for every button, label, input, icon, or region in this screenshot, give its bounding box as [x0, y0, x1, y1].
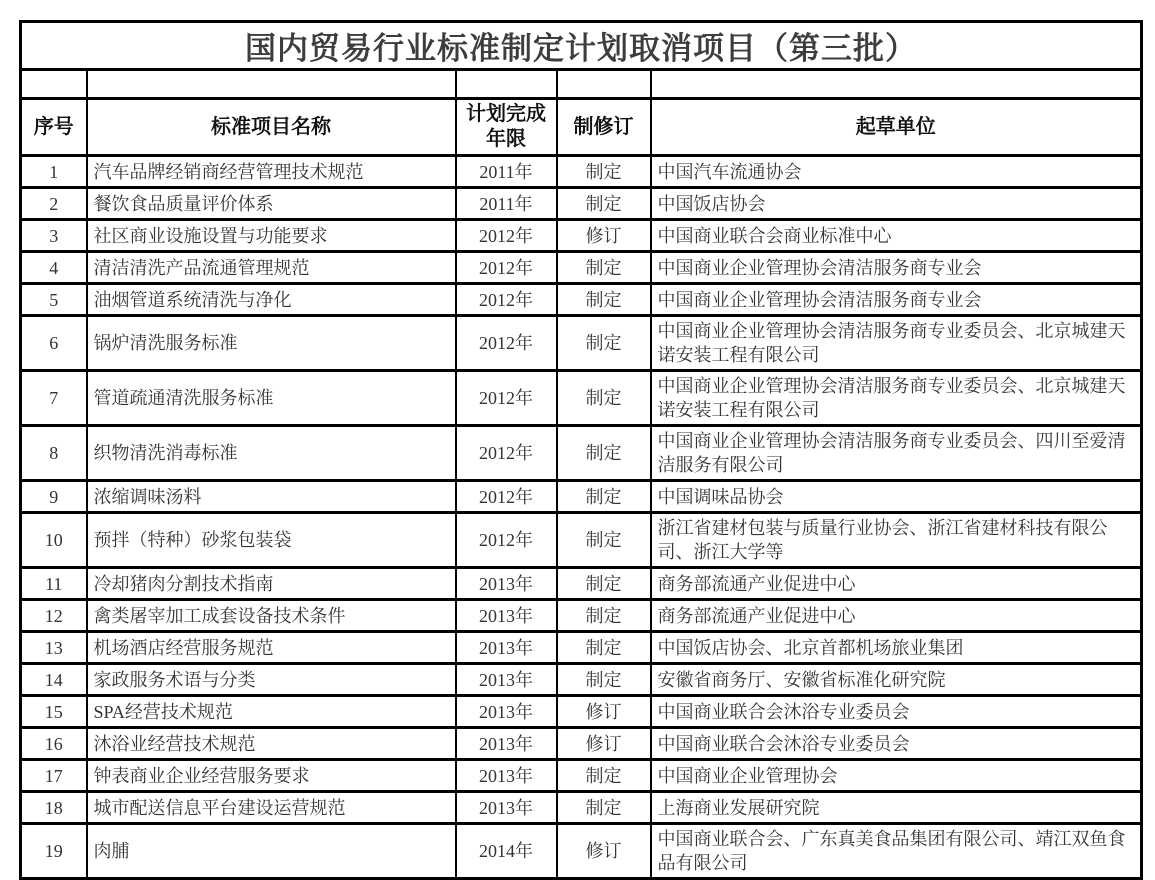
cell-index: 15: [21, 696, 87, 728]
cell-year: 2012年: [456, 426, 557, 481]
table-row: [21, 316, 1142, 371]
cell-type: 修订: [557, 220, 651, 252]
cell-unit: 中国商业企业管理协会清洁服务商专业委员会、北京城建天诺安装工程有限公司: [651, 371, 1142, 426]
cell-unit: 中国商业联合会、广东真美食品集团有限公司、靖江双鱼食品有限公司: [651, 824, 1142, 879]
table-row: [21, 284, 1142, 316]
cell-name: 冷却猪肉分割技术指南: [87, 568, 456, 600]
cell-unit: 安徽省商务厅、安徽省标准化研究院: [651, 664, 1142, 696]
cell-name: 城市配送信息平台建设运营规范: [87, 792, 456, 824]
cell-year: 2012年: [456, 220, 557, 252]
cell-year: 2012年: [456, 284, 557, 316]
cell-unit: 商务部流通产业促进中心: [651, 568, 1142, 600]
cell-type: 制定: [557, 664, 651, 696]
cell-index: 2: [21, 188, 87, 220]
cell-year: 2013年: [456, 568, 557, 600]
cell-unit: 中国商业企业管理协会清洁服务商专业委员会、北京城建天诺安装工程有限公司: [651, 316, 1142, 371]
cell-unit: 中国调味品协会: [651, 481, 1142, 513]
table-row: [21, 600, 1142, 632]
column-header-name: 标准项目名称: [87, 99, 456, 156]
cell-name: 预拌（特种）砂浆包装袋: [87, 513, 456, 568]
column-header-unit: 起草单位: [651, 99, 1142, 156]
cell-type: 制定: [557, 481, 651, 513]
table-row: [21, 728, 1142, 760]
column-header-index: 序号: [21, 99, 87, 156]
cell-name: 管道疏通清洗服务标准: [87, 371, 456, 426]
cell-index: 11: [21, 568, 87, 600]
cell-unit: 中国商业联合会商业标准中心: [651, 220, 1142, 252]
cell-unit: 中国饭店协会、北京首都机场旅业集团: [651, 632, 1142, 664]
spacer-cell: [456, 70, 557, 99]
table-row: [21, 188, 1142, 220]
table-row: [21, 824, 1142, 879]
cell-type: 制定: [557, 513, 651, 568]
cell-name: 肉脯: [87, 824, 456, 879]
cell-name: 钟表商业企业经营服务要求: [87, 760, 456, 792]
cell-type: 制定: [557, 316, 651, 371]
cell-type: 制定: [557, 371, 651, 426]
cell-year: 2013年: [456, 728, 557, 760]
cell-unit: 中国商业企业管理协会清洁服务商专业委员会、四川至爱清洁服务有限公司: [651, 426, 1142, 481]
cell-index: 16: [21, 728, 87, 760]
cell-year: 2013年: [456, 600, 557, 632]
column-header-type: 制修订: [557, 99, 651, 156]
cell-index: 18: [21, 792, 87, 824]
cell-type: 制定: [557, 568, 651, 600]
table-row: [21, 156, 1142, 188]
cell-year: 2013年: [456, 760, 557, 792]
cell-unit: 中国汽车流通协会: [651, 156, 1142, 188]
cell-name: 锅炉清洗服务标准: [87, 316, 456, 371]
cell-name: 油烟管道系统清洗与净化: [87, 284, 456, 316]
spacer-cell: [87, 70, 456, 99]
table-row: [21, 664, 1142, 696]
cell-name: 家政服务术语与分类: [87, 664, 456, 696]
cell-index: 4: [21, 252, 87, 284]
cell-unit: 中国商业企业管理协会清洁服务商专业会: [651, 252, 1142, 284]
table-body: [21, 156, 1142, 879]
cell-index: 8: [21, 426, 87, 481]
cell-name: 机场酒店经营服务规范: [87, 632, 456, 664]
cell-name: SPA经营技术规范: [87, 696, 456, 728]
cell-name: 浓缩调味汤料: [87, 481, 456, 513]
cell-name: 织物清洗消毒标准: [87, 426, 456, 481]
cell-index: 5: [21, 284, 87, 316]
table-row: [21, 220, 1142, 252]
table-row: [21, 513, 1142, 568]
cell-name: 社区商业设施设置与功能要求: [87, 220, 456, 252]
spacer-cell: [21, 70, 87, 99]
cell-type: 制定: [557, 252, 651, 284]
table-row: [21, 568, 1142, 600]
cell-type: 制定: [557, 632, 651, 664]
cell-type: 修订: [557, 824, 651, 879]
cell-year: 2012年: [456, 371, 557, 426]
cell-name: 沐浴业经营技术规范: [87, 728, 456, 760]
column-header-year: 计划完成年限: [456, 99, 557, 156]
cell-year: 2012年: [456, 316, 557, 371]
spacer-cell: [557, 70, 651, 99]
cell-index: 6: [21, 316, 87, 371]
cell-year: 2011年: [456, 188, 557, 220]
cell-type: 制定: [557, 760, 651, 792]
cell-unit: 中国商业联合会沐浴专业委员会: [651, 696, 1142, 728]
cell-name: 餐饮食品质量评价体系: [87, 188, 456, 220]
cell-year: 2012年: [456, 513, 557, 568]
table-row: [21, 481, 1142, 513]
spacer-row: [21, 70, 1142, 99]
cell-type: 制定: [557, 426, 651, 481]
cell-index: 7: [21, 371, 87, 426]
cell-year: 2013年: [456, 632, 557, 664]
table-row: [21, 426, 1142, 481]
cell-year: 2014年: [456, 824, 557, 879]
cell-index: 3: [21, 220, 87, 252]
cell-type: 制定: [557, 792, 651, 824]
table-row: [21, 371, 1142, 426]
cell-type: 修订: [557, 728, 651, 760]
table-row: [21, 632, 1142, 664]
table-row: [21, 252, 1142, 284]
cell-index: 13: [21, 632, 87, 664]
cell-unit: 中国商业企业管理协会清洁服务商专业会: [651, 284, 1142, 316]
cell-index: 14: [21, 664, 87, 696]
cell-index: 10: [21, 513, 87, 568]
cell-type: 修订: [557, 696, 651, 728]
cell-index: 9: [21, 481, 87, 513]
cell-index: 1: [21, 156, 87, 188]
cell-year: 2013年: [456, 664, 557, 696]
cell-year: 2012年: [456, 252, 557, 284]
cell-type: 制定: [557, 600, 651, 632]
spacer-cell: [651, 70, 1142, 99]
page-title: 国内贸易行业标准制定计划取消项目（第三批）: [21, 22, 1142, 70]
cell-unit: 中国饭店协会: [651, 188, 1142, 220]
cell-year: 2012年: [456, 481, 557, 513]
cell-year: 2011年: [456, 156, 557, 188]
cell-type: 制定: [557, 188, 651, 220]
header-row: [21, 99, 1142, 156]
cell-name: 汽车品牌经销商经营管理技术规范: [87, 156, 456, 188]
table-row: [21, 760, 1142, 792]
cell-unit: 上海商业发展研究院: [651, 792, 1142, 824]
cell-type: 制定: [557, 156, 651, 188]
cell-year: 2013年: [456, 696, 557, 728]
cell-type: 制定: [557, 284, 651, 316]
cell-index: 12: [21, 600, 87, 632]
cell-year: 2013年: [456, 792, 557, 824]
cell-name: 禽类屠宰加工成套设备技术条件: [87, 600, 456, 632]
cell-unit: 中国商业联合会沐浴专业委员会: [651, 728, 1142, 760]
cell-unit: 商务部流通产业促进中心: [651, 600, 1142, 632]
cell-index: 17: [21, 760, 87, 792]
table-row: [21, 696, 1142, 728]
table-row: [21, 792, 1142, 824]
title-row: [21, 22, 1142, 70]
cell-name: 清洁清洗产品流通管理规范: [87, 252, 456, 284]
standards-table: [19, 20, 1143, 880]
cell-index: 19: [21, 824, 87, 879]
cell-unit: 中国商业企业管理协会: [651, 760, 1142, 792]
cell-unit: 浙江省建材包装与质量行业协会、浙江省建材科技有限公司、浙江大学等: [651, 513, 1142, 568]
